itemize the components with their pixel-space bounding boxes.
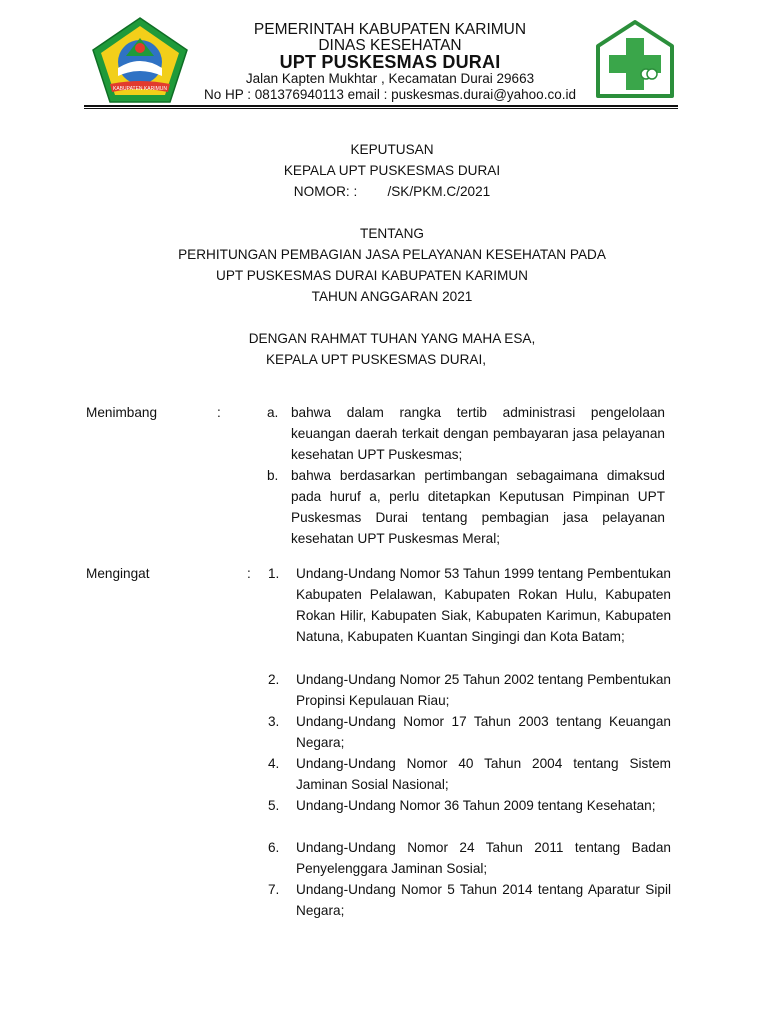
menimbang-item-b: bahwa berdasarkan pertimbangan sebagaimana dimaksud pada huruf a, perlu ditetapkan Keputusan Pimpinan UPT Puskesmas Durai tentang pembagian jasa pelayanan kesehatan UPT Puskesmas Meral; [291, 468, 665, 546]
decree-about-label: TENTANG [360, 226, 424, 241]
mengingat-colon: : [247, 566, 251, 581]
decree-number: NOMOR: : /SK/PKM.C/2021 [293, 184, 491, 199]
letterhead-rule-thin [84, 108, 678, 109]
menimbang-item-a: bahwa dalam rangka tertib administrasi pengelolaan keuangan daerah terkait dengan pembayaran jasa pelayanan kesehatan UPT Puskesmas; [291, 405, 665, 462]
mengingat-item-1-marker: 1. [268, 566, 280, 581]
decree-heading: KEPUTUSAN [350, 142, 434, 157]
letterhead-unit: UPT PUSKESMAS DURAI [279, 52, 501, 72]
letterhead-contact: No HP : 081376940113 email : puskesmas.durai@yahoo.co.id [204, 87, 576, 102]
svg-text:KABUPATEN KARIMUN: KABUPATEN KARIMUN [113, 86, 167, 92]
mengingat-item-6-marker: 6. [268, 840, 280, 855]
mengingat-item-6: Undang-Undang Nomor 24 Tahun 2011 tentang Badan Penyelenggara Jaminan Sosial; [296, 840, 671, 876]
decree-invocation: DENGAN RAHMAT TUHAN YANG MAHA ESA, [248, 331, 536, 346]
mengingat-item-3: Undang-Undang Nomor 17 Tahun 2003 tentang Keuangan Negara; [296, 714, 671, 750]
mengingat-item-3-marker: 3. [268, 714, 280, 729]
letterhead-government: PEMERINTAH KABUPATEN KARIMUN [253, 21, 527, 38]
menimbang-item-b-marker: b. [267, 468, 279, 483]
decree-subject-line1: PERHITUNGAN PEMBAGIAN JASA PELAYANAN KESEHATAN PADA [178, 247, 606, 262]
decree-authority: KEPALA UPT PUSKESMAS DURAI, [265, 352, 487, 367]
letterhead-department: DINAS KESEHATAN [318, 37, 462, 54]
menimbang-item-a-marker: a. [267, 405, 279, 420]
mengingat-item-4: Undang-Undang Nomor 40 Tahun 2004 tentang Sistem Jaminan Sosial Nasional; [296, 756, 671, 792]
mengingat-item-2: Undang-Undang Nomor 25 Tahun 2002 tentang Pembentukan Propinsi Kepulauan Riau; [296, 672, 671, 708]
mengingat-item-5-marker: 5. [268, 798, 280, 813]
letterhead-rule-thick [84, 105, 678, 107]
menimbang-colon: : [217, 405, 221, 420]
mengingat-item-7: Undang-Undang Nomor 5 Tahun 2014 tentang Aparatur Sipil Negara; [296, 882, 671, 918]
decree-subject-line3: TAHUN ANGGARAN 2021 [311, 289, 473, 304]
puskesmas-cross-logo [592, 18, 678, 100]
menimbang-label: Menimbang [86, 405, 158, 420]
decree-subject-line2: UPT PUSKESMAS DURAI KABUPATEN KARIMUN [216, 268, 528, 283]
mengingat-label: Mengingat [86, 566, 150, 581]
mengingat-item-2-marker: 2. [268, 672, 280, 687]
mengingat-item-7-marker: 7. [268, 882, 280, 897]
mengingat-item-4-marker: 4. [268, 756, 280, 771]
letterhead-address: Jalan Kapten Mukhtar , Kecamatan Durai 29663 [245, 71, 535, 86]
mengingat-item-5: Undang-Undang Nomor 36 Tahun 2009 tentang Kesehatan; [296, 798, 656, 813]
mengingat-item-1: Undang-Undang Nomor 53 Tahun 1999 tentang Pembentukan Kabupaten Pelalawan, Kabupaten Rokan Hulu, Kabupaten Rokan Hilir, Kabupaten Siak, Kabupaten Karimun, Kabupaten Natuna, Kabupaten Kuantan Singingi dan Kota Batam; [296, 566, 671, 644]
decree-issuer: KEPALA UPT PUSKESMAS DURAI [283, 163, 501, 178]
